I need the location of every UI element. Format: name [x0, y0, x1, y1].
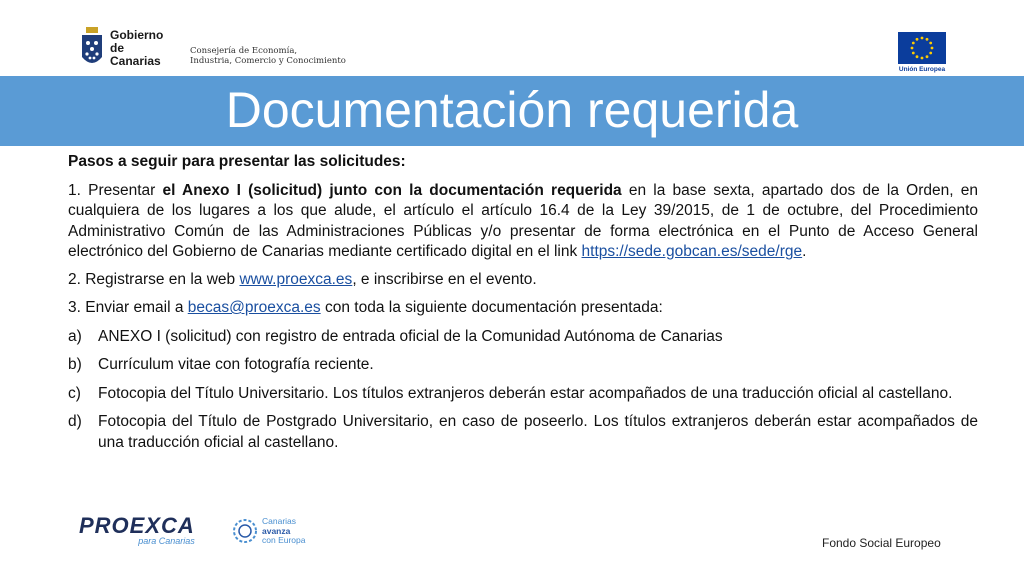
list-item-text: Currículum vitae con fotografía reciente.	[98, 356, 374, 373]
consejeria-label	[190, 46, 346, 66]
proexca-wordmark: PROEXCA	[79, 513, 195, 538]
step1-end: .	[802, 243, 807, 260]
slide-content	[68, 152, 978, 461]
becas-email-link[interactable]: becas@proexca.es	[187, 299, 321, 316]
steps-heading: Pasos a seguir para presentar las solicitudes:	[68, 153, 406, 170]
page-title: Documentación requerida	[225, 82, 799, 138]
proexca-tagline: para Canarias	[138, 536, 195, 546]
step3-suffix: con toda la siguiente documentación presentada:	[320, 299, 663, 316]
union-europea-logo	[897, 32, 947, 73]
list-item-text: ANEXO I (solicitud) con registro de entrada oficial de la Comunidad Autónoma de Canarias	[98, 327, 723, 345]
proexca-logo	[79, 514, 195, 546]
step2-prefix: 2. Registrarse en la web	[68, 270, 240, 288]
avanza-line3: con Europa	[262, 535, 306, 545]
eu-label: Unión Europea	[898, 66, 946, 73]
title-banner	[0, 76, 1024, 146]
consejeria-line1: Consejería de Economía,	[190, 46, 298, 56]
list-item	[68, 327, 978, 348]
step-3	[68, 298, 978, 319]
list-item	[68, 355, 978, 376]
canarias-shield-icon	[80, 27, 104, 69]
list-item	[68, 384, 978, 405]
step1-prefix: 1. Presentar	[68, 181, 163, 199]
list-marker: d)	[68, 413, 82, 430]
sede-link[interactable]: https://sede.gobcan.es/sede/rge	[581, 243, 803, 260]
canarias-avanza-logo	[232, 517, 305, 546]
avanza-text	[262, 517, 305, 546]
proexca-web-link[interactable]: www.proexca.es	[239, 270, 353, 288]
gobierno-line2: de Canarias	[110, 40, 161, 68]
avanza-line2: avanza	[262, 525, 291, 536]
list-marker: c)	[68, 384, 81, 402]
step-1	[68, 181, 978, 263]
gobierno-line1: Gobierno	[110, 27, 164, 42]
list-item-text: Fotocopia del Título de Postgrado Universitario, en caso de poseerlo. Los títulos extranjeros deberán estar acompañados de una traducción oficial al castellano.	[98, 413, 978, 451]
step3-prefix: 3. Enviar email a	[68, 299, 188, 316]
eu-flag-icon	[898, 32, 946, 64]
list-marker: b)	[68, 356, 82, 373]
list-item-text: Fotocopia del Título Universitario. Los títulos extranjeros deberán estar acompañados de una traducción oficial al castellano.	[98, 384, 953, 402]
consejeria-line2: Industria, Comercio y Conocimiento	[190, 56, 346, 66]
gobierno-canarias-logo	[80, 27, 174, 69]
step1-bold: el Anexo I (solicitud) junto con la documentación requerida	[162, 181, 622, 199]
avanza-circle-icon	[232, 518, 258, 544]
list-marker: a)	[68, 327, 82, 345]
step1-text: en la base sexta, apartado dos de la Orden, en cualquiera de los lugares a los que alude, el artículo el artículo 16.4 de la Ley 39/2015, de 1 de octubre, del Procedimiento Administrativo Común de las Administraciones Públicas y/o presentar de forma electrónica en el Punto de Acceso General electrónico del Gobierno de Canarias mediante certificado digital en el link	[68, 181, 978, 260]
gobierno-name	[110, 29, 174, 68]
step2-suffix: , e inscribirse en el evento.	[352, 270, 537, 288]
fondo-social-europeo-label: Fondo Social Europeo	[822, 536, 941, 550]
avanza-line1: Canarias	[262, 516, 297, 526]
step-2	[68, 270, 978, 291]
list-item	[68, 412, 978, 453]
